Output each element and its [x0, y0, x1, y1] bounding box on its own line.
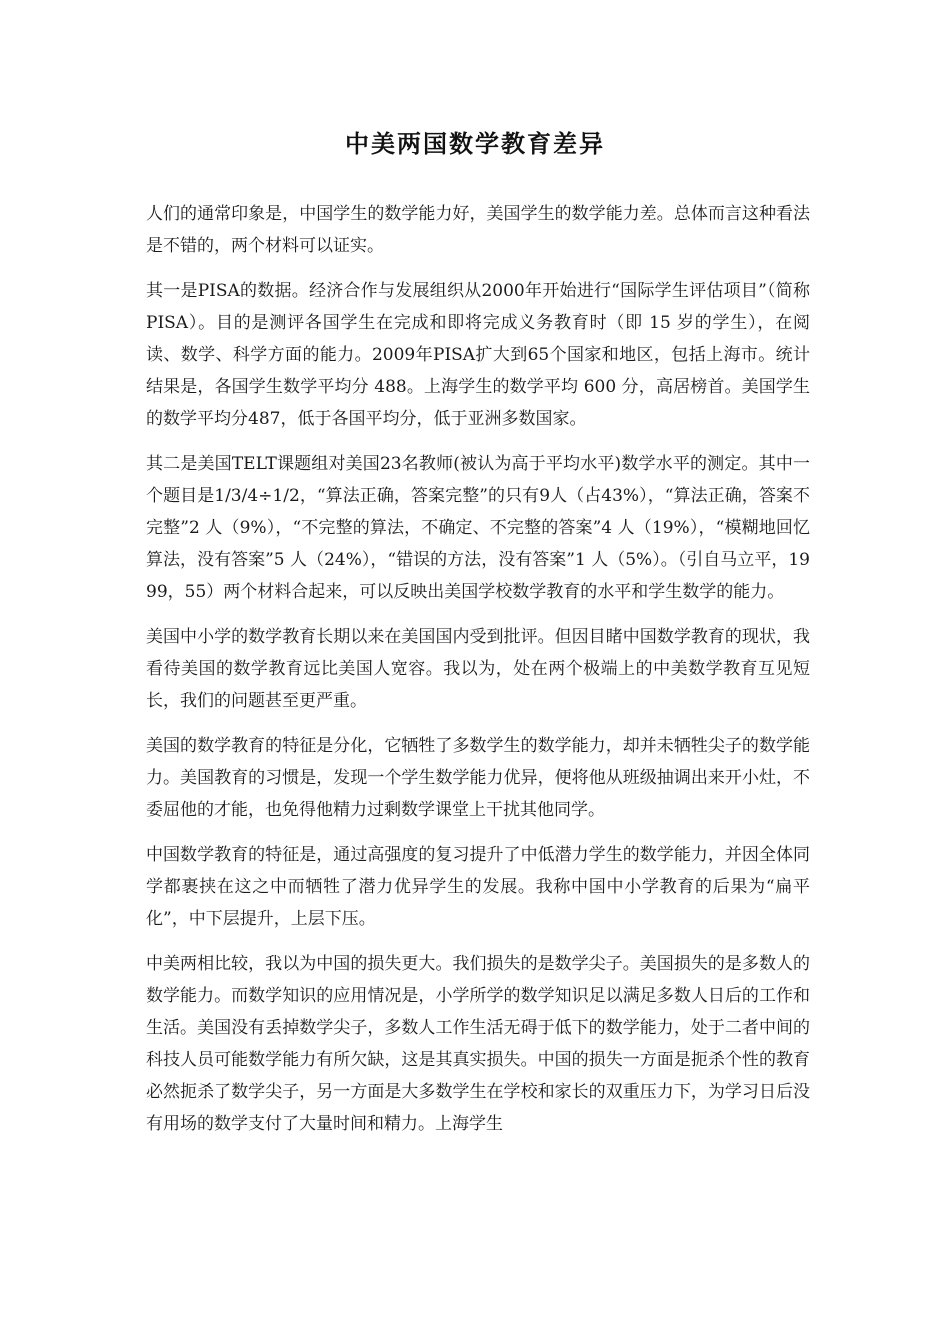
- document-body: [146, 198, 810, 1153]
- paragraph-telt: 其二是美国TELT课题组对美国23名教师(被认为高于平均水平)数学水平的测定。其中一个题目是1/3/4÷1/2，“算法正确，答案完整”的只有9人（占43%），“算法正确，答案不完整”2 人（9%），“不完整的算法，不确定、不完整的答案”4 人（19%），“模糊地回忆算法，没有答案”5 人（24%），“错误的方法，没有答案”1 人（5%）。（引自马立平，1999，55）两个材料合起来，可以反映出美国学校数学教育的水平和学生数学的能力。: [146, 454, 810, 602]
- paragraph-us-features: 美国的数学教育的特征是分化，它牺牲了多数学生的数学能力，却并未牺牲尖子的数学能力。美国教育的习惯是，发现一个学生数学能力优异，便将他从班级抽调出来开小灶，不委屈他的才能，也免得他精力过剩数学课堂上干扰其他同学。: [146, 736, 810, 820]
- paragraph-intro: 人们的通常印象是，中国学生的数学能力好，美国学生的数学能力差。总体而言这种看法是不错的，两个材料可以证实。: [146, 204, 810, 256]
- paragraph-china-features: 中国数学教育的特征是，通过高强度的复习提升了中低潜力学生的数学能力，并因全体同学都裹挟在这之中而牺牲了潜力优异学生的发展。我称中国中小学教育的后果为“扁平化”，中下层提升，上层下压。: [146, 845, 810, 929]
- document-title: 中美两国数学教育差异: [345, 129, 605, 158]
- paragraph-pisa: 其一是PISA的数据。经济合作与发展组织从2000年开始进行“国际学生评估项目”（简称 PISA）。目的是测评各国学生在完成和即将完成义务教育时（即 15 岁的学生），在阅读、数学、科学方面的能力。2009年PISA扩大到65个国家和地区，包括上海市。统计结果是，各国学生数学平均分 488。上海学生的数学平均 600 分，高居榜首。美国学生的数学平均分487，低于各国平均分，低于亚洲多数国家。: [146, 281, 810, 429]
- paragraph-comparison: 中美两相比较，我以为中国的损失更大。我们损失的是数学尖子。美国损失的是多数人的数学能力。而数学知识的应用情况是，小学所学的数学知识足以满足多数人日后的工作和生活。美国没有丢掉数学尖子，多数人工作生活无碍于低下的数学能力，处于二者中间的科技人员可能数学能力有所欠缺，这是其真实损失。中国的损失一方面是扼杀个性的教育必然扼杀了数学尖子，另一方面是大多数学生在学校和家长的双重压力下，为学习日后没有用场的数学支付了大量时间和精力。上海学生: [146, 954, 810, 1134]
- paragraph-us-criticism: 美国中小学的数学教育长期以来在美国国内受到批评。但因目睹中国数学教育的现状，我看待美国的数学教育远比美国人宽容。我以为，处在两个极端上的中美数学教育互见短长，我们的问题甚至更严重。: [146, 627, 810, 711]
